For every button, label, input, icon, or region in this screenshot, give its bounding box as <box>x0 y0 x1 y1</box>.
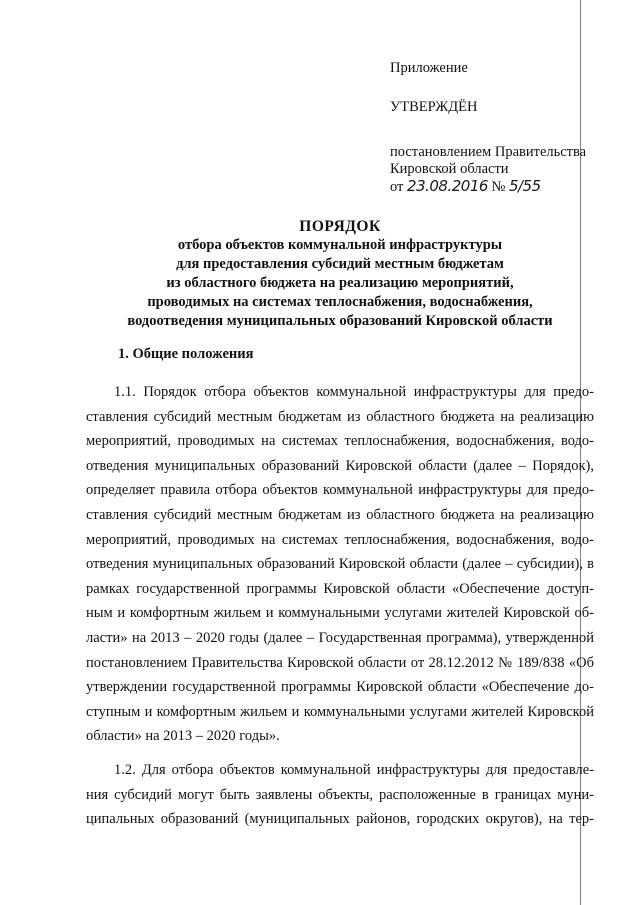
paragraph-1-1 <box>86 380 594 749</box>
text-line: 1.2. Для отбора объектов коммунальной инфраструктуры для предоставле- <box>114 761 594 778</box>
region-label: Кировской области <box>390 161 509 177</box>
text-line: постановлением Правительства Кировской области от 28.12.2012 № 189/838 «Об <box>86 654 594 671</box>
text-line: ным и комфортным жильем и коммунальными услугами жителей Кировской об- <box>86 605 594 622</box>
approval-stamp-block <box>390 60 630 196</box>
title-line: проводимых на системах теплоснабжения, водоснабжения, <box>147 294 533 310</box>
title-line: из областного бюджета на реализацию мероприятий, <box>166 275 514 291</box>
title-line: отбора объектов коммунальной инфраструктуры <box>177 237 503 253</box>
text-line: ступным и комфортным жильем и коммунальными услугами жителей Кировской <box>86 703 594 720</box>
document-body <box>86 380 594 841</box>
title-line: для предоставления субсидий местным бюджетам <box>176 256 504 272</box>
text-line: области» на 2013 – 2020 годы». <box>86 728 280 745</box>
document-title <box>60 217 620 331</box>
text-line: утверждении государственной программы Кировской области «Обеспечение до- <box>86 679 594 696</box>
text-line: ласти» на 2013 – 2020 годы (далее – Государственная программа), утвержденной <box>86 629 594 646</box>
text-line: 1.1. Порядок отбора объектов коммунальной инфраструктуры для предо- <box>114 384 594 400</box>
text-line: ставления субсидий местным бюджетам из областного бюджета на реализацию <box>86 408 594 425</box>
title-line: водоотведения муниципальных образований Кировской области <box>127 313 553 329</box>
resolution-date-number <box>390 178 630 196</box>
text-line: ципальных образований (муниципальных районов, городских округов), на тер- <box>86 811 594 828</box>
appendix-label: Приложение <box>390 60 468 76</box>
text-line: рамках государственной программы Кировской области «Обеспечение доступ- <box>86 580 594 597</box>
resolution-label: постановлением Правительства <box>390 144 587 160</box>
text-line: ставления субсидий местным бюджетам из областного бюджета на реализацию <box>86 506 594 523</box>
text-line: определяет правила отбора объектов коммунальной инфраструктуры для предо- <box>86 482 594 499</box>
date-prefix: от <box>390 179 404 195</box>
text-line: мероприятий, проводимых на системах теплоснабжения, водоснабжения, водо- <box>86 531 594 548</box>
number-sign: № <box>491 179 506 195</box>
text-line: ния субсидий могут быть заявлены объекты, расположенные в границах муни- <box>86 786 594 803</box>
handwritten-date: 23.08.2016 <box>407 177 488 195</box>
section-heading: 1. Общие положения <box>118 346 254 362</box>
approved-label: УТВЕРЖДЁН <box>390 99 478 115</box>
text-line: мероприятий, проводимых на системах теплоснабжения, водоснабжения, водо- <box>86 433 594 450</box>
text-line: отведения муниципальных образований Кировской области (далее – субсидии), в <box>86 556 594 573</box>
title-main: ПОРЯДОК <box>299 218 381 235</box>
handwritten-number: 5/55 <box>509 177 541 195</box>
text-line: отведения муниципальных образований Кировской области (далее – Порядок), <box>86 457 594 474</box>
paragraph-1-2 <box>86 758 594 832</box>
